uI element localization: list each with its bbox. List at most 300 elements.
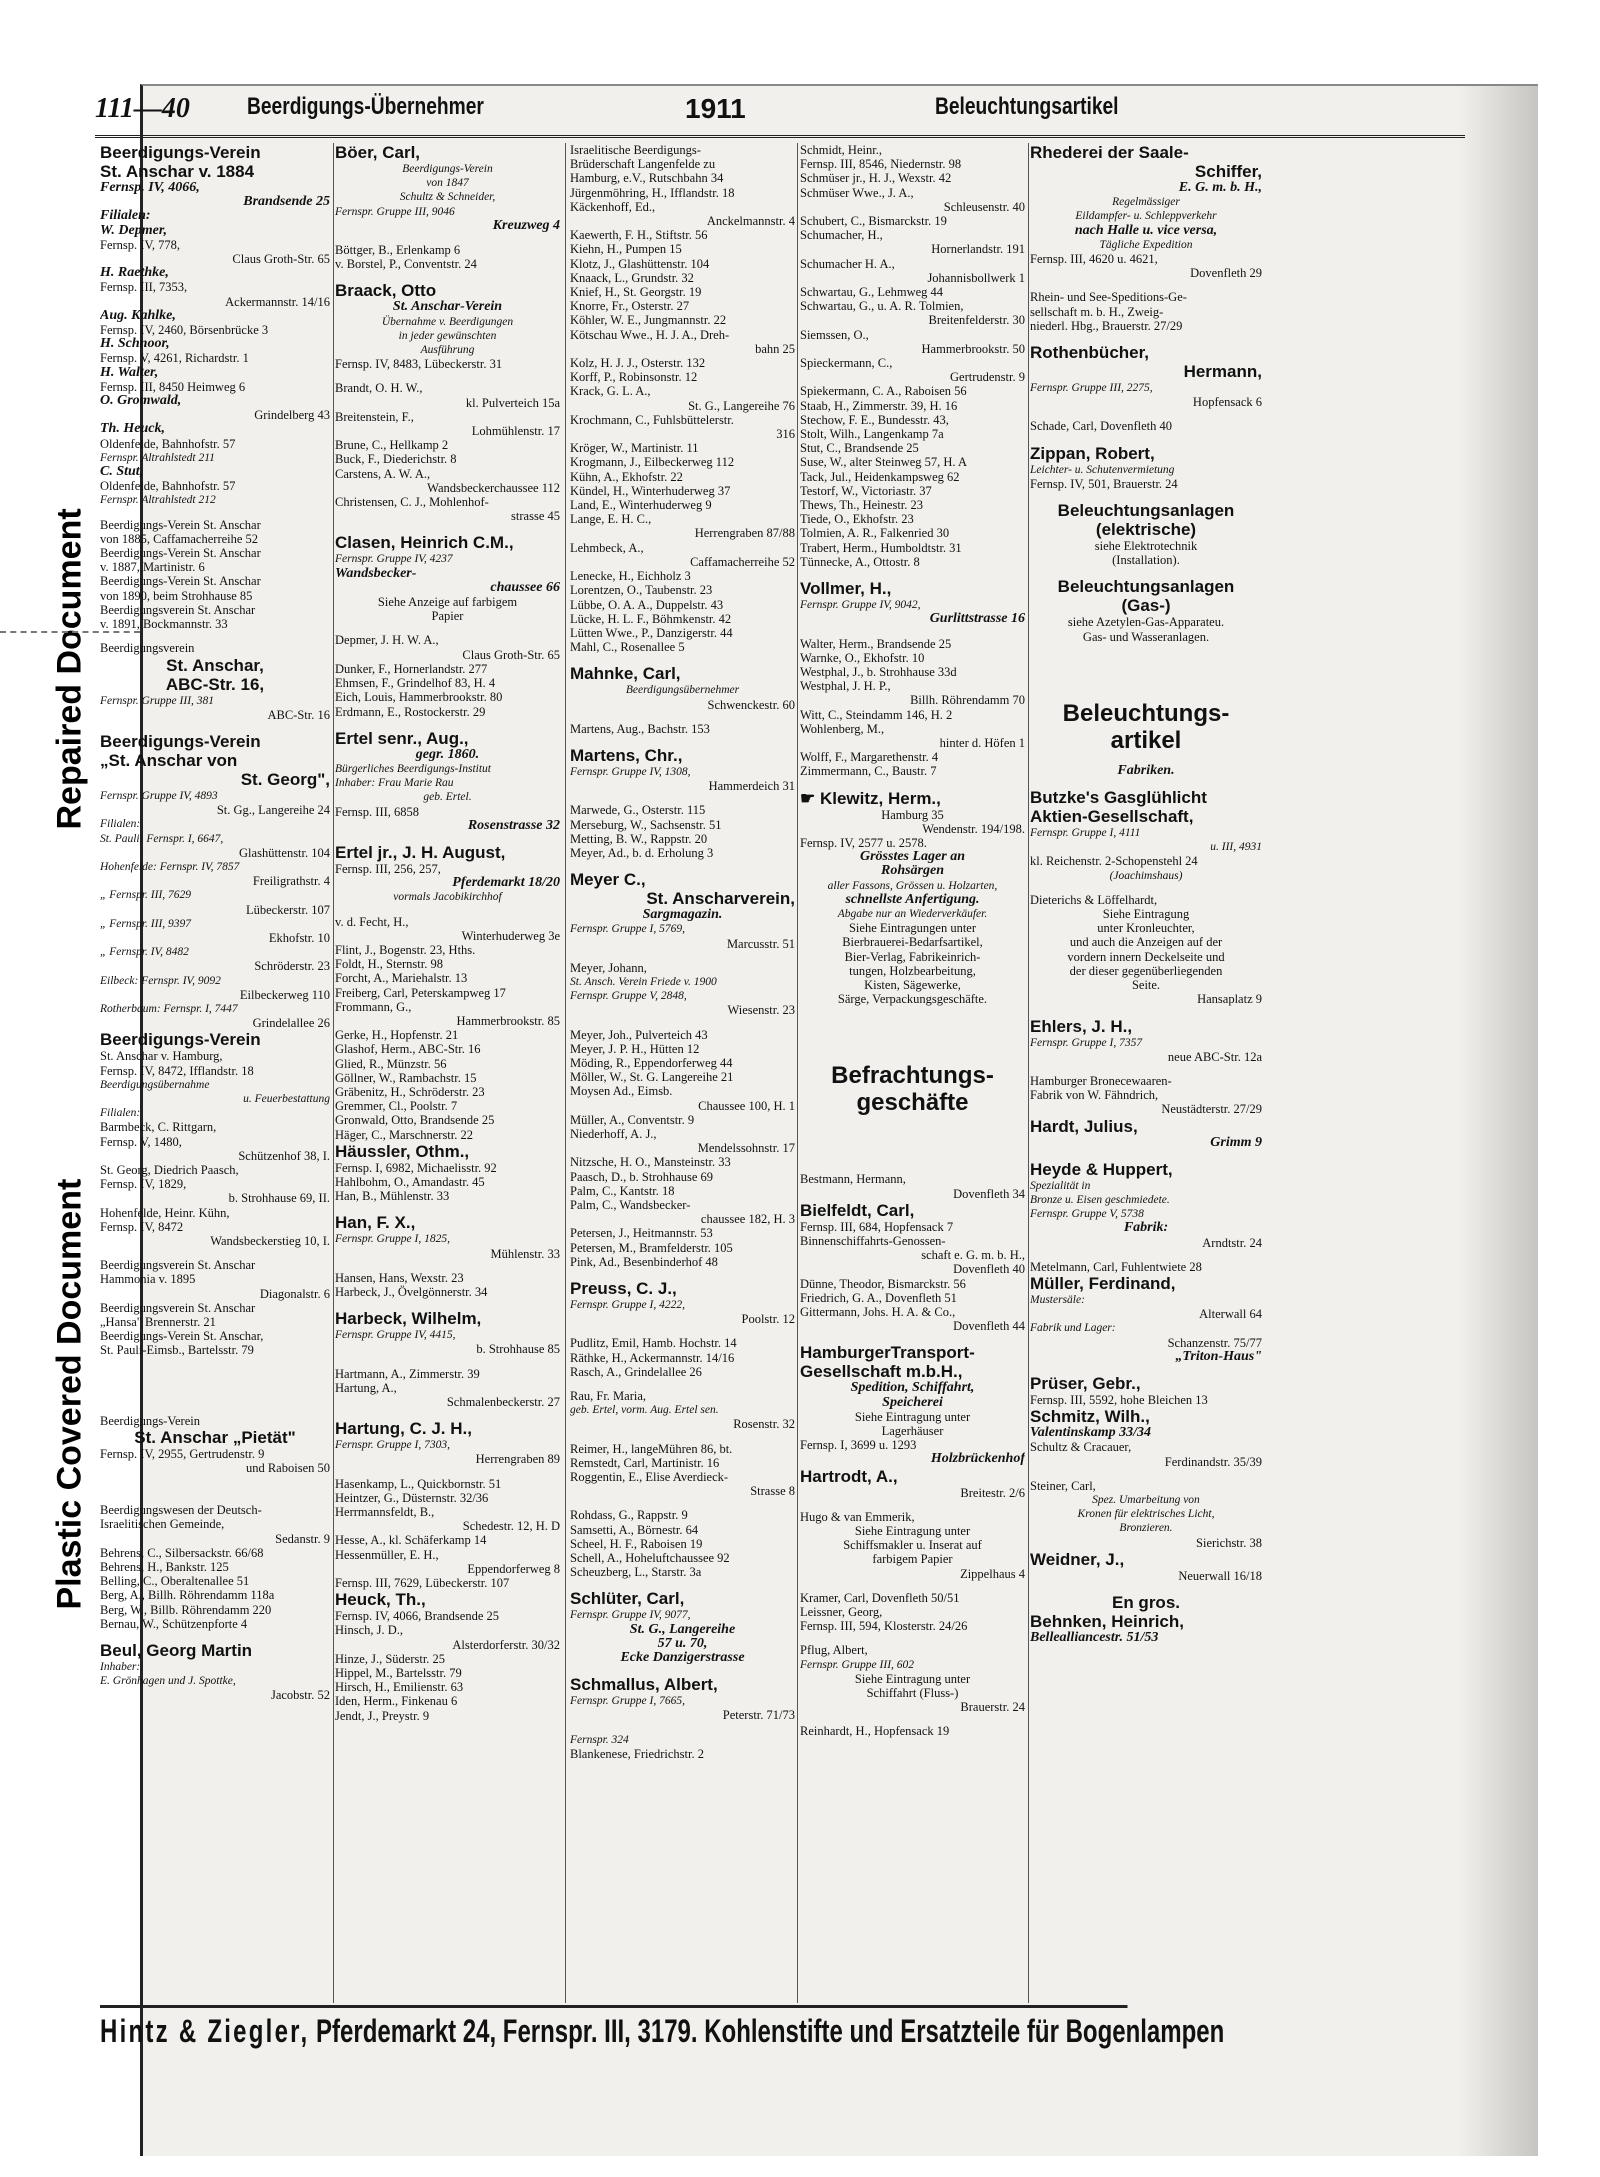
entry-line: Siehe Eintragung unter [854,1524,971,1539]
entry-line: Klotz, J., Glashüttenstr. 104 [570,256,710,271]
entry-line: Hohenfelde: Fernspr. IV, 7857 [100,860,240,873]
entry-line [335,1299,560,1309]
entry-line: Frommann, G., [335,999,412,1014]
entry-name: Harbeck, Wilhelm, [335,1309,482,1329]
entry-line [335,905,560,915]
entry-line: Breitenfelderstr. 30 [928,313,1025,328]
entry-line [570,1723,795,1733]
entry-line: tungen, Holzbearbeitung, [849,963,976,978]
entry-name [800,1006,1025,1034]
entry-line: Westphal, J., b. Strohhause 33d [800,664,957,679]
entry-line: Samsetti, A., Börnestr. 64 [570,1522,699,1537]
entry-line: Herrengraben 87/88 [694,526,795,541]
entry-line: Staab, H., Zimmerstr. 39, H. 16 [800,398,958,413]
entry-line: Carstens, A. W. A., [335,466,431,481]
entry-name: Beerdigungs-Verein [100,731,261,751]
entry-line: Chaussee 100, H. 1 [698,1098,795,1113]
entry-line: Möding, R., Eppendorferweg 44 [570,1055,733,1070]
entry-line: Eppendorferweg 8 [467,1561,560,1576]
entry-line: Schmalenbeckerstr. 27 [446,1395,560,1410]
entry-line: H. Schnoor, [100,336,170,352]
entry-name [800,1144,1025,1172]
entry-line: Lütten Wwe., P., Danzigerstr. 44 [570,625,733,640]
entry-line: Warnke, O., Ekhofstr. 10 [800,650,925,665]
directory-column-2 [335,143,560,2003]
entry-line: Knief, H., St. Georgstr. 19 [570,285,702,300]
entry-line: Hammerbrookstr. 85 [456,1013,560,1028]
entry-line: St. Anschar-Verein [392,299,503,315]
entry-line: Korff, P., Robinsonstr. 12 [570,370,698,385]
entry-name: Ehlers, J. H., [1030,1016,1133,1036]
entry-line: H. Raethke, [100,265,169,281]
entry-line: Sierichstr. 38 [1196,1535,1262,1550]
entry-line: Marcusstr. 51 [726,936,795,951]
entry-line: „ Fernspr. IV, 8482 [100,946,189,959]
entry-line: Caffamacherreihe 52 [690,554,795,569]
entry-line [1030,1583,1262,1593]
entry-name [100,1358,330,1386]
entry-name: Preuss, C. J., [570,1279,677,1299]
entry-line: bahn 25 [755,341,795,356]
entry-line [800,1333,1025,1343]
entry-line: Kröger, W., Martinistr. 11 [570,441,699,456]
entry-line: chaussee 66 [490,579,560,595]
entry-line: Han, B., Mühlenstr. 33 [335,1189,450,1204]
entry-line: v. Borstel, P., Conventstr. 24 [335,257,477,272]
entry-line: Fernspr. Gruppe IV, 4237 [335,553,453,566]
entry-line: Buck, F., Diederichstr. 8 [335,452,457,467]
entry-line: v. 1887, Martinistr. 6 [100,560,205,575]
entry-line: Krogmann, J., Eilbeckerweg 112 [570,455,735,470]
entry-line: Fernsp. V, 4261, Richardstr. 1 [100,351,249,366]
entry-line: Beerdigungsverein St. Anschar [100,1258,256,1273]
entry-line: Glied, R., Münzstr. 56 [335,1056,447,1071]
entry-line: Lübeckerstr. 107 [245,902,330,917]
entry-line: Schwartau, G., u. A. R. Tolmien, [800,299,964,314]
entry-line: St. Anschar v. Hamburg, [100,1049,223,1064]
entry-line: Merseburg, W., Sachsenstr. 51 [570,817,722,832]
entry-line [1030,1064,1262,1074]
entry-line: Hippel, M., Bartelsstr. 79 [335,1666,462,1681]
entry-line: Winterhuderweg 3e [461,928,560,943]
entry-line: Kramer, Carl, Dovenfleth 50/51 [800,1590,960,1605]
entry-name: Meyer C., [570,870,646,890]
entry-line: Breitestr. 2/6 [960,1485,1025,1500]
entry-line: Hartmann, A., Zimmerstr. 39 [335,1366,480,1381]
entry-line: Fernsp. III, 684, Hopfensack 7 [800,1219,954,1234]
entry-line [1030,409,1262,419]
entry-line: Claus Groth-Str. 65 [462,647,560,662]
entry-line: Suse, W., alter Steinweg 57, H. A [800,455,968,470]
entry-line: Fernspr. Gruppe IV, 9077, [570,1609,691,1622]
entry-name: HamburgerTransport- [800,1343,975,1363]
entry-name: Hermann, [1183,362,1262,382]
entry-line [570,1326,795,1336]
repaired-document-label: Repaired Document [50,508,89,830]
entry-line: Schade, Carl, Dovenfleth 40 [1030,419,1172,434]
entry-line: Wandsbeckerstieg 10, I. [210,1234,330,1248]
entry-line: H. Walter, [100,364,159,380]
entry-line [1030,1150,1262,1160]
entry-line: Aug. Kahlke, [100,307,176,323]
entry-line: Tolmien, A. R., Falkenried 30 [800,526,950,541]
entry-line: Kötschau Wwe., H. J. A., Dreh- [570,327,730,342]
entry-line: v. 1891, Bockmannstr. 33 [100,617,228,632]
entry-line: Dünne, Theodor, Bismarckstr. 56 [800,1276,966,1291]
entry-line: Paasch, D., b. Strohhause 69 [570,1169,714,1184]
entry-line [1030,883,1262,893]
entry-name: (elektrische) [1095,520,1197,540]
entry-name: Bielfeldt, Carl, [800,1200,915,1220]
entry-line: Siehe Eintragungen unter [848,921,977,936]
entry-line [100,631,330,641]
entry-line: Fernsp. IV, 8472, Ifflandstr. 18 [100,1063,254,1078]
entry-line: strasse 45 [511,509,560,524]
entry-line: schnellste Anfertigung. [845,891,980,907]
entry-line: Hinsch, J. D., [335,1623,404,1638]
entry-line: St. Georg, Diedrich Paasch, [100,1162,239,1177]
entry-line: Schmidt, Heinr., [800,143,882,157]
entry-line: Bronzieren. [1119,1522,1173,1535]
entry-line: Siehe Eintragung [1102,907,1190,922]
entry-line: Kisten, Sägewerke, [864,977,961,992]
entry-name: Behnken, Heinrich, [1030,1611,1184,1631]
entry-line: b. Strohhause 69, II. [228,1191,330,1206]
header-right-title: Beleuchtungsartikel [935,93,1119,120]
entry-line: Beerdigungswesen der Deutsch- [100,1503,262,1518]
entry-line: Claus Groth-Str. 65 [232,252,330,267]
entry-line: Mahl, C., Rosenallee 5 [570,640,685,655]
entry-name [1030,672,1262,700]
entry-line: O. Gromwald, [100,393,182,409]
entry-line: Fernspr. 324 [570,1733,629,1746]
entry-name: Müller, Ferdinand, [1030,1273,1176,1293]
entry-line: hinter d. Höfen 1 [939,735,1025,750]
entry-line: Hammerbrookstr. 50 [921,341,1025,356]
entry-line: Palm, C., Kantstr. 18 [570,1183,675,1198]
entry-name: ☛ Klewitz, Herm., [800,788,941,808]
entry-line: Fernsp. IV, 2460, Börsenbrücke 3 [100,323,269,338]
entry-line: Mendelssohnstr. 17 [697,1141,795,1156]
entry-line [800,779,1025,789]
entry-line [570,1665,795,1675]
entry-line [570,860,795,870]
entry-line [570,1432,795,1442]
entry-line: Hasenkamp, L., Quickbornstr. 51 [335,1476,502,1491]
entry-line: Fernsp. III, 4620 u. 4621, [1030,252,1158,267]
entry-line: Knorre, Fr., Osterstr. 27 [570,299,690,314]
page-header [95,93,1465,127]
entry-line [570,793,795,803]
entry-name: Beerdigungs-Verein [100,143,261,162]
entry-line: Fernspr. Gruppe I, 1825, [335,1233,450,1246]
entry-line: Kolz, H. J. J., Osterstr. 132 [570,356,706,371]
entry-line: Freiberg, Carl, Peterskampweg 17 [335,985,506,1000]
entry-line: Rasch, A., Grindelallee 26 [570,1364,702,1379]
entry-name: Mahnke, Carl, [570,664,681,684]
entry-line: Pferdemarkt 18/20 [452,875,560,891]
entry-line: Fernspr. Gruppe IV, 9042, [800,599,921,612]
entry-line: geb. Ertel, vorm. Aug. Ertel sen. [570,1404,719,1417]
entry-name: Vollmer, H., [800,579,892,599]
entry-line: Tägliche Expedition [1099,238,1193,251]
entry-line: Fernspr. Gruppe III, 381 [100,694,215,707]
entry-line: Stut, C., Brandsende 25 [800,441,919,456]
entry-line: St. G., Langereihe 76 [688,398,795,413]
entry-line [335,233,560,243]
entry-line: Witt, C., Steindamm 146, H. 2 [800,707,953,722]
entry-name: St. Georg", [240,769,330,789]
entry-line: Zippelhaus 4 [960,1566,1025,1581]
entry-line: Wohlenberg, M., [800,721,885,736]
entry-line: Beerdigungs-Verein St. Anschar [100,546,261,561]
entry-line: Fernspr. Gruppe I, 7303, [335,1439,450,1452]
entry-line: von 1847 [426,177,469,190]
entry-line: Israelitischen Gemeinde, [100,1517,225,1532]
entry-line: Ferdinandstr. 35/39 [1164,1454,1262,1469]
entry-name [800,1116,1025,1144]
entry-name: Braack, Otto [335,281,437,301]
entry-line: Beerdigungs-Verein St. Anschar [100,574,261,589]
entry-line: Fernsp. I, 3699 u. 1293 [800,1438,917,1453]
entry-line: Behrens, C., Silbersackstr. 66/68 [100,1545,264,1560]
entry-line: und auch die Anzeigen auf der [1069,935,1223,950]
entry-line: C. Stut, [100,464,144,480]
entry-line: Alterwall 64 [1199,1307,1262,1322]
entry-line: Schröderstr. 23 [254,959,330,974]
footer-text: Pferdemarkt 24, Fernspr. III, 3179. Kohlenstifte und Ersatzteile für Bogenlampen [316,2013,1225,2049]
entry-line: Walter, Herm., Brandsende 25 [800,636,952,651]
entry-line [335,1409,560,1419]
entry-line: Fernspr. Gruppe I, 4111 [1030,827,1141,840]
entry-line: Fernspr. Gruppe V, 5738 [1030,1208,1144,1221]
entry-line: Schultz & Schneider, [399,191,496,204]
entry-line: Mustersäle: [1030,1293,1085,1306]
entry-line: Rohdass, G., Rappstr. 9 [570,1508,688,1523]
entry-line [335,833,560,843]
entry-name: Ertel jr., J. H. August, [335,842,506,862]
entry-line: Fernsp. IV, 501, Brauerstr. 24 [1030,476,1178,491]
entry-line: Fernspr. Gruppe III, 602 [800,1658,915,1671]
entry-line: Iden, Herm., Finkenau 6 [335,1694,458,1709]
entry-name: Hartung, C. J. H., [335,1419,472,1439]
entry-line: Herrengraben 89 [475,1452,560,1467]
entry-line: Hugo & van Emmerik, [800,1509,915,1524]
entry-line: 57 u. 70, [657,1635,708,1651]
entry-line [1030,333,1262,343]
entry-line [570,1498,795,1508]
entry-line: Neuerwall 16/18 [1178,1568,1262,1583]
entry-line: Pink, Ad., Besenbinderhof 48 [570,1254,718,1269]
entry-line: Fernsp. IV, 8483, Lübeckerstr. 31 [335,357,503,372]
entry-line: Spedition, Schiffahrt, [850,1380,975,1396]
directory-column-5 [1030,143,1262,2003]
entry-line: Schwartau, G., Lehmweg 44 [800,285,944,300]
entry-line: Beerdigungsverein [100,641,195,656]
entry-line: Grindelallee 26 [252,1016,330,1031]
entry-line: Foldt, H., Sternstr. 98 [335,957,443,972]
entry-name: Beleuchtungsanlagen [1057,577,1235,597]
entry-line [335,1261,560,1271]
entry-line [335,271,560,281]
entry-line: Papier [431,609,464,624]
entry-line: siehe Azetylen-Gas-Apparateu. [1067,615,1225,630]
entry-line: Lücke, H. L. F., Böhmkenstr. 42 [570,611,732,626]
entry-line: Tiede, O., Ekhofstr. 23 [800,512,914,527]
entry-line: Depmer, J. H. W. A., [335,633,439,648]
entry-line: Lange, E. H. C., [570,512,652,527]
entry-line: Sedanstr. 9 [275,1531,330,1546]
entry-line: nach Halle u. vice versa, [1074,222,1218,238]
entry-name: Butzke's Gasglühlicht [1030,788,1207,808]
entry-line: Heintzer, G., Düsternstr. 32/36 [335,1490,489,1505]
entry-line: Fernsp. III, 7353, [100,280,188,295]
entry-line: Oldenfelde, Bahnhofstr. 57 [100,436,236,451]
entry-name: Aktien-Gesellschaft, [1030,807,1194,827]
entry-line: Stolt, Wilh., Langenkamp 7a [800,427,944,442]
entry-line: Fernsp. IV, 4066, [100,180,200,195]
entry-line: Schiffahrt (Fluss-) [866,1686,959,1701]
entry-name: Beleuchtungsanlagen [1057,501,1235,521]
entry-name: Schiffer, [1194,162,1262,181]
entry-line: St. Pauli: Fernspr. I, 6647, [100,832,224,845]
entry-line: Spez. Umarbeitung von [1092,1493,1200,1506]
entry-line: Forcht, A., Mariehalstr. 13 [335,971,468,986]
entry-line: Eildampfer- u. Schleppverkehr [1075,210,1217,223]
entry-line: Grindelberg 43 [254,408,330,423]
entry-line [800,1714,1025,1724]
header-year: 1911 [685,93,746,124]
entry-line: Schumacher H. A., [800,256,895,271]
entry-line: Land, E., Winterhuderweg 9 [570,498,712,513]
entry-line: Schubert, C., Bismarckstr. 19 [800,214,947,229]
entry-line: Berg, A., Billh. Röhrendamm 118a [100,1588,275,1603]
entry-line [800,1633,1025,1643]
entry-line: Schultz & Cracauer, [1030,1440,1132,1455]
entry-line: Fernsp. IV, 2955, Gertrudenstr. 9 [100,1446,265,1461]
entry-line: Göllner, W., Rambachstr. 15 [335,1070,477,1085]
entry-line: E. Grönhagen und J. Spottke, [100,1675,236,1688]
entry-line: Martens, Aug., Bachstr. 153 [570,721,710,736]
entry-line: Lagerhäuser [881,1424,944,1439]
entry-line: Fabrik und Lager: [1030,1322,1116,1335]
entry-line: Testorf, W., Victoriastr. 37 [800,483,932,498]
entry-line: v. d. Fecht, H., [335,914,409,929]
entry-name: Häussler, Othm., [335,1141,470,1161]
entry-name: Martens, Chr., [570,745,683,765]
entry-name [1030,644,1262,672]
entry-line: Gas- und Wasseranlagen. [1082,629,1210,644]
entry-line: Dovenfleth 44 [953,1319,1025,1334]
entry-name: Han, F. X., [335,1213,416,1233]
entry-line: unter Kronleuchter, [1097,921,1195,936]
entry-line: Barmbeck, C. Rittgarn, [100,1120,217,1135]
entry-line: Christensen, C. J., Mohlenhof- [335,495,489,510]
directory-column-3 [570,143,795,2003]
entry-line [570,712,795,722]
entry-name: ABC-Str. 16, [165,674,265,694]
entry-line [570,1379,795,1389]
entry-line: Palm, C., Wandsbecker- [570,1198,691,1212]
entry-line: Kronen für elektrisches Licht, [1077,1508,1215,1521]
entry-line: Zimmermann, C., Baustr. 7 [800,764,937,779]
entry-line: Grimm 9 [1210,1134,1262,1150]
entry-line: „ Fernspr. III, 9397 [100,917,192,930]
entry-line: Fernsp. I, 6982, Michaelisstr. 92 [335,1160,497,1175]
entry-line: Rosenstr. 32 [733,1417,795,1432]
entry-name [100,1386,330,1414]
entry-line: Wolff, F., Margarethenstr. 4 [800,750,939,765]
entry-line: Eich, Louis, Hammerbrookstr. 80 [335,690,503,705]
entry-line [100,1248,330,1258]
entry-name: Zippan, Robert, [1030,443,1155,463]
entry-line: Fernspr. Gruppe III, 9046 [335,205,455,218]
entry-line [1030,280,1262,290]
entry-line: Filialen: [100,1107,141,1120]
entry-line [1030,491,1262,501]
entry-line: Fernsp. III, 256, 257, [335,861,441,876]
entry-line: Abgabe nur an Wiederverkäufer. [837,907,988,920]
entry-line: Fernsp. III, 8546, Niedernstr. 98 [800,157,962,172]
entry-name: Prüser, Gebr., [1030,1373,1141,1393]
entry-line: Th. Heuck, [100,421,165,437]
entry-name: Hartrodt, A., [800,1466,898,1486]
entry-line: „Triton-Haus" [1175,1348,1262,1364]
entry-line: Hornerlandstr. 191 [931,242,1025,257]
entry-line: Bellealliancestr. 51/53 [1030,1629,1159,1645]
entry-line: Fabrik: [1123,1220,1169,1236]
entry-line: Ecke Danzigerstrasse [620,1650,745,1666]
directory-column-1 [100,143,330,2003]
entry-line: Westphal, J. H. P., [800,679,891,694]
entry-line: Fernspr. Altrahlstedt 212 [100,494,216,507]
entry-name: Clasen, Heinrich C.M., [335,533,514,553]
entry-line: Räthke, H., Ackermannstr. 14/16 [570,1350,735,1365]
entry-line [100,722,330,732]
entry-line: farbigem Papier [872,1552,953,1567]
entry-line: Brune, C., Hellkamp 2 [335,438,449,453]
entry-line: Beerdigungs-Verein [402,163,493,175]
entry-line: Spiekermann, C. A., Raboisen 56 [800,384,967,399]
entry-line: Krack, G. L. A., [570,384,651,399]
entry-name: Beul, Georg Martin [100,1641,253,1661]
entry-line: Schell, A., Hoheluftchaussee 92 [570,1551,730,1566]
entry-line: u. III, 4931 [1210,841,1262,854]
entry-line [1030,434,1262,444]
entry-line: Diagonalstr. 6 [259,1286,330,1301]
entry-line [800,1500,1025,1510]
entry-line: Fernspr. Gruppe I, 4222, [570,1299,685,1312]
entry-line: Reinhardt, H., Hopfensack 19 [800,1724,950,1739]
entry-line [335,1357,560,1367]
entry-line: Häger, C., Marschnerstr. 22 [335,1127,474,1142]
entry-line: Beerdigungsverein St. Anschar [100,602,256,617]
entry-line: Hansen, Hans, Wexstr. 23 [335,1270,464,1285]
entry-line: Kaewerth, F. H., Stiftstr. 56 [570,228,708,243]
entry-line: (Joachimshaus) [1109,869,1183,882]
entry-line: Eilbeck: Fernspr. IV, 9092 [100,974,221,987]
entry-line: niederl. Hbg., Brauerstr. 27/29 [1030,318,1183,333]
entry-line: gegr. 1860. [415,746,480,762]
entry-line: Bronze u. Eisen geschmiedete. [1030,1193,1170,1206]
column-divider [797,143,798,2003]
entry-line: Alsterdorferstr. 30/32 [452,1637,560,1652]
entry-line: Hohenfelde, Heinr. Kühn, [100,1205,230,1220]
entry-line: Neustädterstr. 27/29 [1161,1102,1262,1117]
entry-line: Fernsp. III, 594, Klosterstr. 24/26 [800,1619,968,1634]
entry-line: Billh. Röhrendamm 70 [910,693,1025,708]
entry-line: Peterstr. 71/73 [722,1708,795,1723]
